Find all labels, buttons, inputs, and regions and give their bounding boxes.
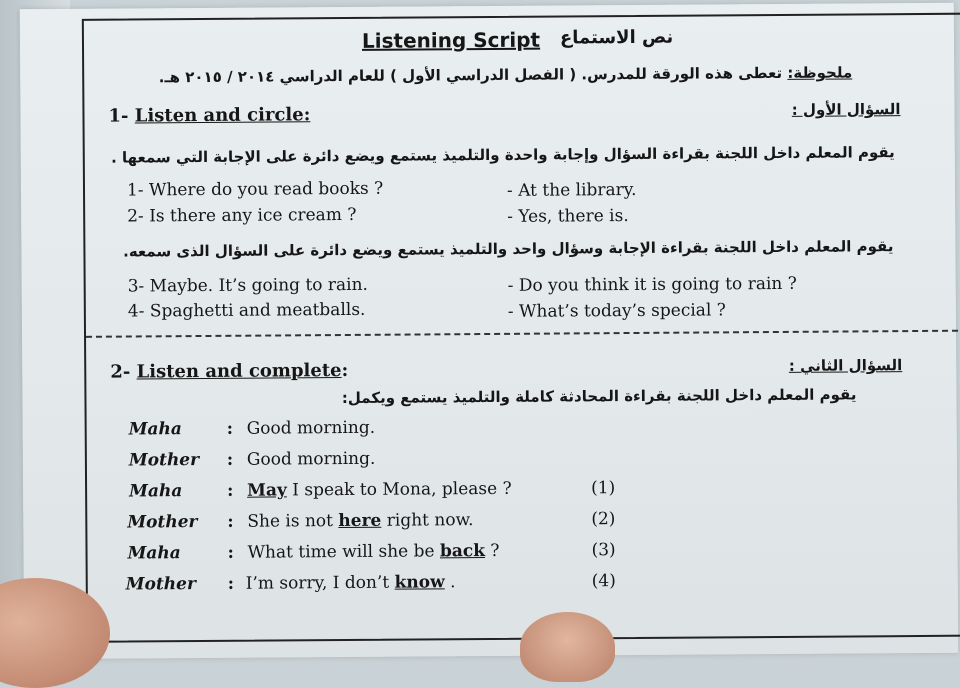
line-text: . — [445, 572, 456, 592]
blank-number-4: (4) — [592, 571, 616, 591]
dialogue-line-1 — [247, 418, 376, 439]
section2-title-arabic: السؤال الثاني : — [789, 356, 903, 375]
line-text: I speak to Mona, please ? — [287, 479, 512, 501]
section1-title-arabic: السؤال الأول : — [792, 100, 901, 119]
speaker-5: Maha — [127, 543, 180, 563]
dialogue-line-3 — [247, 479, 512, 501]
section2-heading — [110, 360, 348, 383]
speaker-1: Maha — [129, 419, 182, 439]
s1-item-1-left: 1- Where do you read books ? — [127, 179, 383, 201]
line-text: She is not — [247, 511, 338, 532]
speaker-colon: : — [227, 512, 233, 532]
answer-word: here — [338, 511, 381, 531]
s1-item-2-left: 2- Is there any ice cream ? — [127, 205, 356, 227]
speaker-6: Mother — [126, 574, 196, 594]
line-text: Good morning. — [247, 449, 376, 470]
section2-number: 2- — [110, 362, 130, 383]
line-text: right now. — [381, 510, 473, 531]
s1-item-3-left: 3- Maybe. It’s going to rain. — [128, 275, 368, 297]
worksheet-paper — [20, 3, 959, 660]
line-text: What time will she be — [247, 541, 440, 562]
answer-word: know — [395, 572, 445, 592]
blank-number-2: (2) — [591, 509, 615, 529]
s1-item-1-right: - At the library. — [507, 180, 637, 201]
section1-title: Listen and circle: — [135, 104, 311, 126]
note-label: ملحوظة: — [787, 63, 852, 81]
title-english: Listening Script — [362, 28, 540, 53]
section2-title: Listen and complete — [136, 360, 341, 382]
dialogue-line-2 — [247, 449, 376, 470]
answer-word: May — [247, 480, 287, 500]
line-text: I’m sorry, I don’t — [246, 573, 395, 594]
section2-title-colon: : — [341, 360, 348, 381]
dialogue — [20, 3, 954, 10]
blank-number-1: (1) — [591, 478, 615, 498]
speaker-colon: : — [227, 450, 233, 470]
note-text: تعطى هذه الورقة للمدرس. ( الفصل الدراسي الأول ) للعام الدراسي ٢٠١٤ / ٢٠١٥ هـ. — [159, 64, 782, 86]
speaker-3: Maha — [129, 481, 182, 501]
dialogue-line-5 — [247, 541, 499, 563]
title-arabic: نص الاستماع — [560, 27, 673, 49]
speaker-colon: : — [228, 574, 234, 594]
answer-word: back — [440, 541, 485, 561]
dialogue-line-4 — [247, 510, 473, 532]
s1-item-4-left: 4- Spaghetti and meatballs. — [128, 300, 366, 322]
thumb-bottom — [520, 612, 615, 682]
section2-instruction: يقوم المعلم داخل اللجنة بقراءة المحادثة كاملة والتلميذ يستمع ويكمل: — [342, 385, 857, 407]
speaker-4: Mother — [127, 512, 197, 532]
speaker-colon: : — [227, 543, 233, 563]
section1-instruction-1: يقوم المعلم داخل اللجنة بقراءة السؤال وإجابة واحدة والتلميذ يستمع ويضع دائرة على الإجابة التي سمعها . — [111, 143, 895, 166]
section1-instruction-2: يقوم المعلم داخل اللجنة بقراءة الإجابة وسؤال واحد والتلميذ يستمع ويضع دائرة على السؤال الذى سمعه. — [123, 237, 893, 260]
s1-item-4-right: - What’s today’s special ? — [508, 300, 726, 322]
s1-item-2-right: - Yes, there is. — [507, 206, 629, 227]
line-text: ? — [485, 541, 500, 561]
section1-number: 1- — [108, 106, 128, 127]
speaker-colon: : — [227, 419, 233, 439]
s1-item-3-right: - Do you think it is going to rain ? — [508, 274, 797, 296]
speaker-colon: : — [227, 481, 233, 501]
line-text: Good morning. — [247, 418, 376, 439]
dialogue-line-6 — [246, 572, 456, 593]
section1-heading — [108, 104, 310, 126]
speaker-2: Mother — [129, 450, 199, 470]
blank-number-3: (3) — [591, 540, 615, 560]
